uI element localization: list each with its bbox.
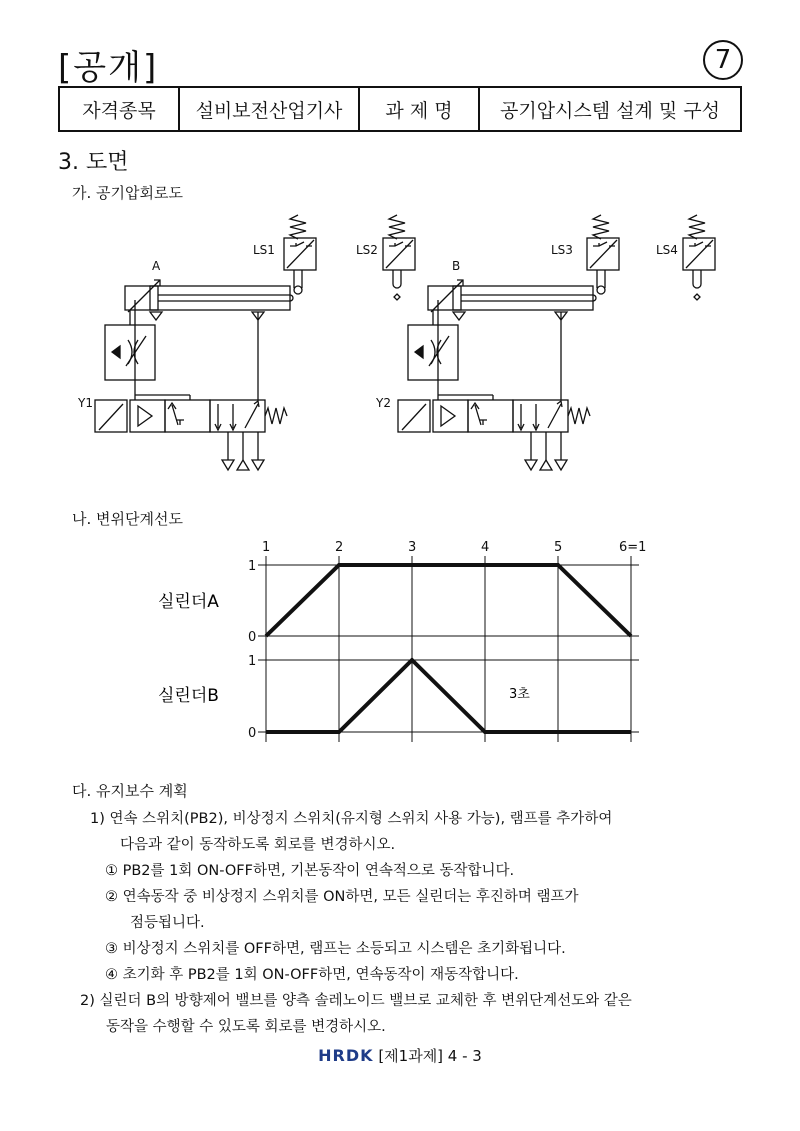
step-label: 6=1 [619,540,647,555]
maintenance-item-1: 1) 연속 스위치(PB2), 비상정지 스위치(유지형 스위치 사용 가능), 램프를 추가하여 [90,811,613,827]
step-label: 2 [335,540,344,555]
step-label: 1 [262,540,271,555]
flow-control-valve-b [408,310,458,380]
limit-switch-ls4 [683,215,715,300]
page-header-title: [공개] [58,48,159,88]
cylinder-a-row-label: 실린더A [158,592,219,612]
maintenance-subitem-2-cont: 점등됩니다. [130,915,205,931]
cylinder-b-row-label: 실린더B [158,686,219,706]
step-label: 4 [481,540,490,555]
step-label: 3 [408,540,417,555]
cylinder-b [428,280,596,320]
ls4-label: LS4 [656,243,678,257]
section-title: 3. 도면 [58,150,129,175]
footer-page-text: [제1과제] 4 - 3 [378,1047,482,1065]
maintenance-item-2-cont: 동작을 수행할 수 있도록 회로를 변경하시오. [106,1019,386,1035]
series-line [266,565,631,636]
pneumatic-circuit-diagram [0,200,800,490]
series-line [266,660,631,732]
ls2-label: LS2 [356,243,378,257]
info-label-qualification: 자격종목 [59,87,179,131]
y2-label: Y2 [376,396,391,410]
limit-switch-ls1 [284,215,316,294]
timer-note: 3초 [509,687,530,702]
y-tick-label: 0 [248,726,257,741]
y-tick-label: 0 [248,630,257,645]
ls3-label: LS3 [551,243,573,257]
info-value-qualification: 설비보전산업기사 [179,87,359,131]
info-label-task: 과 제 명 [359,87,479,131]
cylinder-b-label: B [452,259,461,273]
hrdk-logo: HRDK [318,1046,374,1065]
cylinder-a-label: A [152,259,161,273]
maintenance-subitem-3: ③ 비상정지 스위치를 OFF하면, 램프는 소등되고 시스템은 초기화됩니다. [105,941,566,957]
limit-switch-ls3 [587,215,619,294]
limit-switch-ls2 [383,215,415,300]
circuit-heading: 가. 공기압회로도 [72,184,183,202]
step-label: 5 [554,540,563,555]
y1-label: Y1 [78,396,93,410]
flow-control-valve-a [105,310,155,380]
maintenance-subitem-4: ④ 초기화 후 PB2를 1회 ON-OFF하면, 연속동작이 재동작합니다. [105,967,519,983]
cylinder-a [125,280,293,320]
maintenance-subitem-1: ① PB2를 1회 ON-OFF하면, 기본동작이 연속적으로 동작합니다. [105,863,515,879]
ls1-label: LS1 [253,243,275,257]
page-footer [0,1045,800,1066]
displacement-heading: 나. 변위단계선도 [72,510,183,528]
info-value-task: 공기압시스템 설계 및 구성 [479,87,741,131]
y-tick-label: 1 [248,654,257,669]
maintenance-item-2: 2) 실린더 B의 방향제어 밸브를 양측 솔레노이드 밸브로 교체한 후 변위단계선도와 같은 [80,993,632,1009]
page-number-mark: 7 [703,40,743,80]
maintenance-item-1-cont: 다음과 같이 동작하도록 회로를 변경하시오. [120,837,396,853]
info-table [58,86,742,132]
y-tick-label: 1 [248,559,257,574]
maintenance-subitem-2: ② 연속동작 중 비상정지 스위치를 ON하면, 모든 실린더는 후진하며 램프가 [105,889,579,905]
displacement-step-chart [0,530,800,750]
maintenance-heading: 다. 유지보수 계획 [72,782,188,800]
